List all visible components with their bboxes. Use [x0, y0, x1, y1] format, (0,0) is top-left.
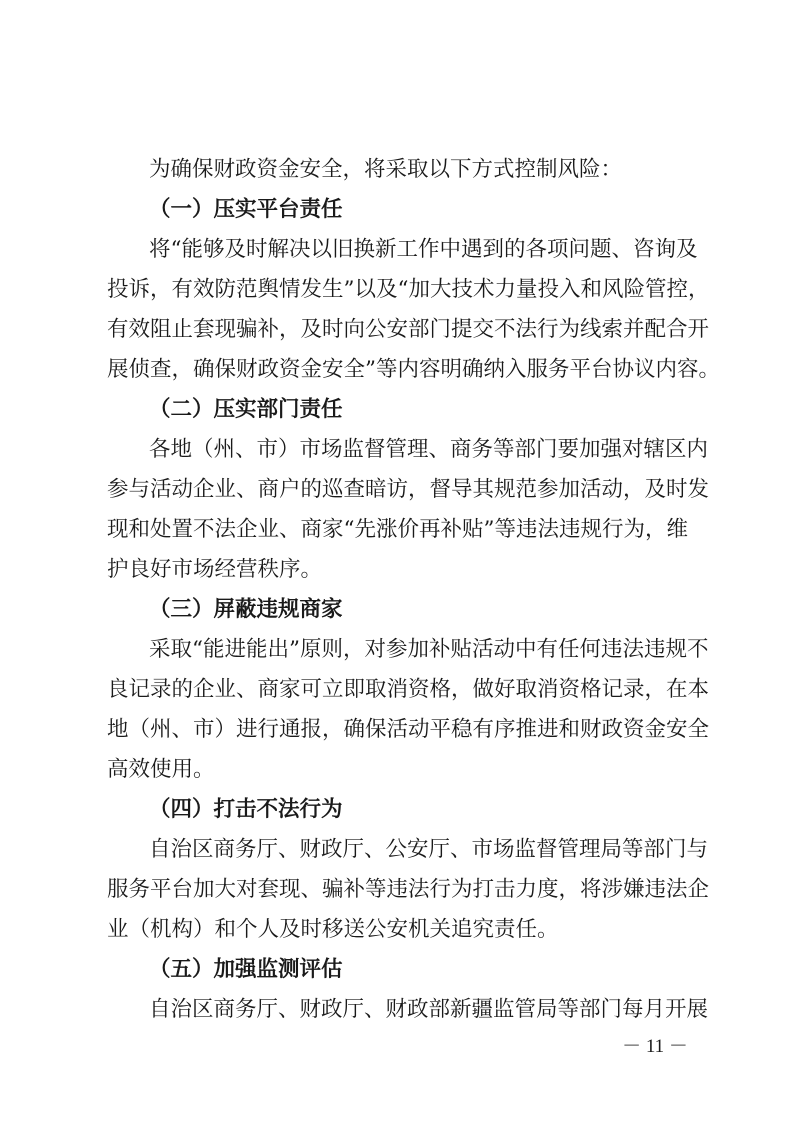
paragraph-line: 良记录的企业、商家可立即取消资格，做好取消资格记录，在本 [107, 677, 710, 702]
paragraph-line: 参与活动企业、商户的巡查暗访，督导其规范参加活动，及时发 [107, 477, 710, 502]
page-number: － 11 － [622, 1036, 688, 1057]
paragraph-line: 地（州、市）进行通报，确保活动平稳有序推进和财政资金安全 [107, 717, 710, 742]
paragraph-line: 业（机构）和个人及时移送公安机关追究责任。 [107, 917, 559, 942]
section-heading-2: （二）压实部门责任 [149, 397, 343, 422]
paragraph-line: 投诉，有效防范舆情发生”以及“加大技术力量投入和风险管控， [107, 277, 710, 302]
paragraph-line: 自治区商务厅、财政厅、财政部新疆监管局等部门每月开展 [149, 997, 709, 1022]
paragraph-line: 护良好市场经营秩序。 [107, 557, 323, 582]
paragraph-line: 各地（州、市）市场监督管理、商务等部门要加强对辖区内 [149, 437, 709, 462]
intro-paragraph: 为确保财政资金安全，将采取以下方式控制风险： [149, 157, 623, 182]
section-heading-3: （三）屏蔽违规商家 [149, 597, 343, 622]
paragraph-line: 采取“能进能出”原则，对参加补贴活动中有任何违法违规不 [149, 637, 709, 662]
paragraph-line: 高效使用。 [107, 757, 215, 782]
paragraph-line: 现和处置不法企业、商家“先涨价再补贴”等违法违规行为，维 [107, 517, 688, 542]
section-heading-5: （五）加强监测评估 [149, 957, 343, 982]
section-heading-4: （四）打击不法行为 [149, 797, 343, 822]
paragraph-line: 服务平台加大对套现、骗补等违法行为打击力度，将涉嫌违法企 [107, 877, 710, 902]
section-heading-1: （一）压实平台责任 [149, 197, 343, 222]
paragraph-line: 展侦查，确保财政资金安全”等内容明确纳入服务平台协议内容。 [107, 357, 720, 382]
paragraph-line: 有效阻止套现骗补，及时向公安部门提交不法行为线索并配合开 [107, 317, 710, 342]
paragraph-line: 将“能够及时解决以旧换新工作中遇到的各项问题、咨询及 [149, 237, 698, 262]
paragraph-line: 自治区商务厅、财政厅、公安厅、市场监督管理局等部门与 [149, 837, 709, 862]
